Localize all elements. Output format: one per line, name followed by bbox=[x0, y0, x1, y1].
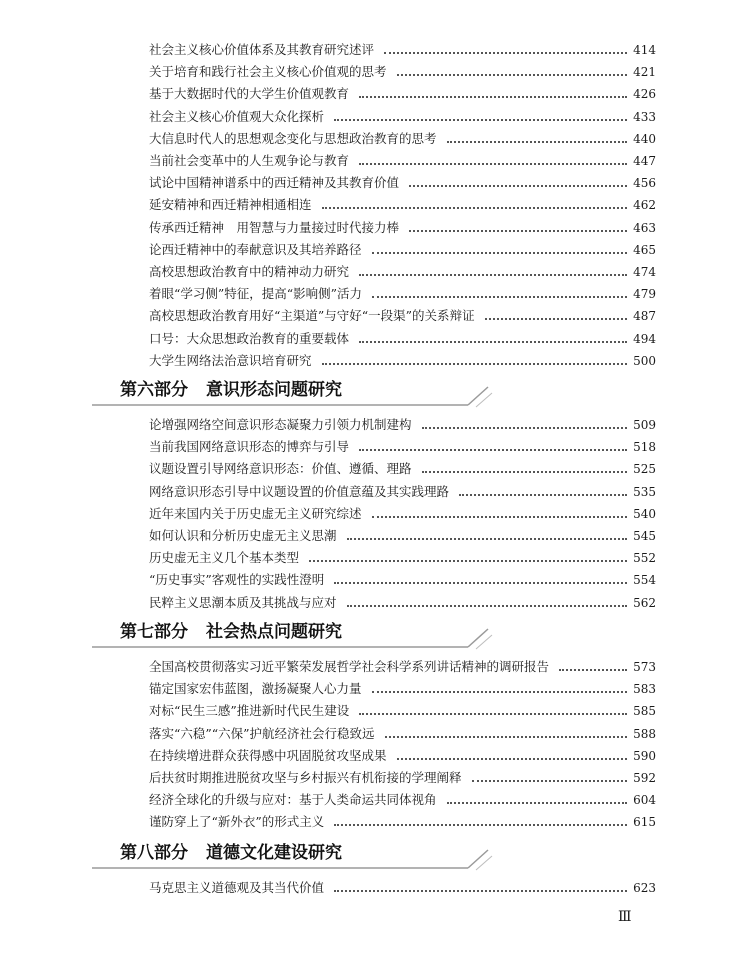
toc-entry[interactable] bbox=[149, 171, 656, 191]
toc-entry[interactable] bbox=[149, 810, 656, 830]
toc-entry-title: 落实“六稳”“六保”护航经济社会行稳致远 bbox=[149, 725, 375, 741]
toc-entry-title: 经济全球化的升级与应对：基于人类命运共同体视角 bbox=[149, 792, 437, 808]
toc-leader-dots bbox=[409, 230, 627, 232]
toc-entry-title: 基于大数据时代的大学生价值观教育 bbox=[149, 86, 350, 102]
toc-entry[interactable] bbox=[149, 149, 656, 169]
toc-entry[interactable] bbox=[149, 193, 656, 213]
toc-entry-page: 535 bbox=[633, 484, 656, 499]
toc-entry-page: 500 bbox=[633, 353, 656, 368]
toc-leader-dots bbox=[334, 119, 627, 121]
section-title: 社会热点问题研究 bbox=[206, 622, 342, 642]
toc-entry-page: 585 bbox=[633, 704, 656, 719]
section-heading-6 bbox=[120, 378, 420, 408]
toc-entry[interactable] bbox=[149, 876, 656, 896]
toc-entry-page: 494 bbox=[633, 331, 656, 346]
toc-entry-title: 口号：大众思想政治教育的重要载体 bbox=[149, 330, 350, 346]
toc-entry[interactable] bbox=[149, 60, 656, 80]
toc-entry[interactable] bbox=[149, 591, 656, 611]
toc-entry[interactable] bbox=[149, 304, 656, 324]
toc-entry-page: 615 bbox=[633, 815, 656, 830]
section-number: 第六部分 bbox=[120, 380, 188, 400]
toc-entry-title: 关于培育和践行社会主义核心价值观的思考 bbox=[149, 64, 387, 80]
toc-entry[interactable] bbox=[149, 722, 656, 742]
toc-entry-title: 民粹主义思潮本质及其挑战与应对 bbox=[149, 594, 337, 610]
toc-entry-page: 518 bbox=[633, 440, 656, 455]
toc-leader-dots bbox=[334, 890, 627, 892]
toc-entry[interactable] bbox=[149, 216, 656, 236]
toc-entry-title: 论增强网络空间意识形态凝聚力引领力机制建构 bbox=[149, 417, 412, 432]
toc-leader-dots bbox=[359, 341, 627, 343]
toc-entry-title: 当前我国网络意识形态的博弈与引导 bbox=[149, 439, 350, 455]
toc-entry[interactable] bbox=[149, 127, 656, 147]
toc-leader-dots bbox=[485, 318, 628, 320]
toc-entry[interactable] bbox=[149, 546, 656, 566]
toc-entry[interactable] bbox=[149, 480, 656, 500]
toc-entry-page: 433 bbox=[633, 109, 656, 124]
toc-leader-dots bbox=[359, 96, 627, 98]
toc-entry-title: 如何认识和分析历史虚无主义思潮 bbox=[149, 528, 337, 543]
toc-entry-title: 对标“民生三感”推进新时代民生建设 bbox=[149, 703, 350, 719]
toc-entry[interactable] bbox=[149, 260, 656, 280]
toc-entry-page: 623 bbox=[633, 881, 656, 895]
toc-entry-page: 479 bbox=[633, 287, 656, 302]
toc-leader-dots bbox=[309, 560, 627, 562]
toc-entry-page: 465 bbox=[633, 242, 656, 257]
toc-entry[interactable] bbox=[149, 457, 656, 477]
toc-entry-title: 延安精神和西迁精神相通相连 bbox=[149, 197, 312, 213]
toc-entry[interactable] bbox=[149, 349, 656, 369]
toc-entry-page: 440 bbox=[633, 131, 656, 146]
toc-leader-dots bbox=[372, 296, 627, 298]
toc-entry[interactable] bbox=[149, 282, 656, 302]
toc-leader-dots bbox=[422, 471, 628, 473]
toc-entry-page: 554 bbox=[633, 573, 656, 588]
toc-entry-title: 议题设置引导网络意识形态：价值、遵循、理路 bbox=[149, 461, 412, 477]
toc-entry-title: 在持续增进群众获得感中巩固脱贫攻坚成果 bbox=[149, 747, 387, 763]
toc-leader-dots bbox=[384, 52, 627, 54]
toc-entry[interactable] bbox=[149, 38, 656, 58]
toc-leader-dots bbox=[459, 494, 627, 496]
toc-entry[interactable] bbox=[149, 435, 656, 455]
toc-entry[interactable] bbox=[149, 82, 656, 102]
toc-entry-page: 562 bbox=[633, 595, 656, 610]
toc-leader-dots bbox=[334, 582, 627, 584]
toc-entry-title: 网络意识形态引导中议题设置的价值意蕴及其实践理路 bbox=[149, 483, 450, 499]
toc-entry-page: 583 bbox=[633, 682, 656, 697]
toc-entry-title: 大学生网络法治意识培育研究 bbox=[149, 352, 312, 368]
toc-entry[interactable] bbox=[149, 502, 656, 522]
toc-entry-page: 590 bbox=[633, 748, 656, 763]
section-number: 第八部分 bbox=[120, 843, 188, 863]
toc-entry[interactable] bbox=[149, 105, 656, 125]
toc-entry-page: 509 bbox=[633, 418, 656, 432]
toc-entry-title: 社会主义核心价值观大众化探析 bbox=[149, 108, 325, 124]
toc-entry-title: 马克思主义道德观及其当代价值 bbox=[149, 880, 325, 895]
toc-entry-title: 后扶贫时期推进脱贫攻坚与乡村振兴有机衔接的学理阐释 bbox=[149, 770, 462, 785]
toc-entry-title: 论西迁精神中的奉献意识及其培养路径 bbox=[149, 241, 362, 257]
toc-leader-dots bbox=[409, 185, 627, 187]
toc-entry-page: 552 bbox=[633, 551, 656, 566]
section-title: 道德文化建设研究 bbox=[206, 843, 342, 863]
section-heading-8 bbox=[120, 841, 420, 871]
toc-entry-title: 高校思想政治教育中的精神动力研究 bbox=[149, 264, 350, 279]
toc-leader-dots bbox=[385, 736, 628, 738]
toc-entry[interactable] bbox=[149, 744, 656, 764]
toc-leader-dots bbox=[397, 74, 628, 76]
toc-leader-dots bbox=[397, 758, 628, 760]
toc-entry[interactable] bbox=[149, 327, 656, 347]
toc-leader-dots bbox=[322, 207, 628, 209]
toc-entry-page: 592 bbox=[633, 771, 656, 785]
toc-leader-dots bbox=[322, 363, 628, 365]
toc-entry-title: 大信息时代人的思想观念变化与思想政治教育的思考 bbox=[149, 130, 437, 146]
toc-entry-page: 474 bbox=[633, 265, 656, 279]
toc-entry[interactable] bbox=[149, 788, 656, 808]
toc-entry-title: 高校思想政治教育用好“主渠道”与守好“一段渠”的关系辩证 bbox=[149, 308, 475, 324]
toc-entry-page: 487 bbox=[633, 309, 656, 324]
toc-leader-dots bbox=[359, 163, 627, 165]
toc-entry-title: 历史虚无主义几个基本类型 bbox=[149, 550, 300, 566]
toc-entry[interactable] bbox=[149, 677, 656, 697]
toc-leader-dots bbox=[559, 669, 627, 671]
toc-entry-title: “历史事实”客观性的实践性澄明 bbox=[149, 572, 325, 588]
toc-entry-page: 525 bbox=[633, 462, 656, 477]
toc-leader-dots bbox=[447, 802, 628, 804]
toc-entry-title: 试论中国精神谱系中的西迁精神及其教育价值 bbox=[149, 175, 400, 191]
toc-entry[interactable] bbox=[149, 699, 656, 719]
toc-entry[interactable] bbox=[149, 766, 656, 786]
toc-leader-dots bbox=[347, 605, 628, 607]
toc-entry-title: 近年来国内关于历史虚无主义研究综述 bbox=[149, 505, 362, 521]
toc-entry-page: 540 bbox=[633, 506, 656, 521]
toc-entry-page: 421 bbox=[633, 65, 656, 80]
toc-leader-dots bbox=[447, 141, 628, 143]
toc-entry-title: 社会主义核心价值体系及其教育研究述评 bbox=[149, 42, 375, 57]
toc-leader-dots bbox=[334, 824, 627, 826]
toc-leader-dots bbox=[372, 516, 628, 518]
toc-entry-title: 当前社会变革中的人生观争论与教育 bbox=[149, 153, 350, 168]
toc-entry-title: 谨防穿上了“新外衣”的形式主义 bbox=[149, 814, 325, 830]
toc-entry-page: 604 bbox=[633, 793, 656, 808]
toc-entry-page: 456 bbox=[633, 176, 656, 191]
toc-entry[interactable] bbox=[149, 413, 656, 433]
toc-leader-dots bbox=[372, 252, 628, 254]
toc-leader-dots bbox=[359, 449, 627, 451]
toc-entry-page: 545 bbox=[633, 529, 656, 543]
toc-leader-dots bbox=[372, 691, 628, 693]
toc-entry-title: 着眼“学习侧”特征，提高“影响侧”活力 bbox=[149, 286, 363, 302]
toc-entry-page: 414 bbox=[633, 43, 656, 57]
toc-entry[interactable] bbox=[149, 568, 656, 588]
toc-entry-page: 426 bbox=[633, 87, 656, 102]
page-folio: Ⅲ bbox=[618, 909, 631, 925]
toc-entry-page: 463 bbox=[633, 220, 656, 235]
toc-entry-title: 全国高校贯彻落实习近平繁荣发展哲学社会科学系列讲话精神的调研报告 bbox=[149, 659, 550, 674]
toc-leader-dots bbox=[422, 427, 628, 429]
toc-entry-title: 锚定国家宏伟蓝图，激扬凝聚人心力量 bbox=[149, 681, 362, 697]
toc-leader-dots bbox=[359, 274, 627, 276]
section-number: 第七部分 bbox=[120, 622, 188, 642]
toc-entry[interactable] bbox=[149, 238, 656, 258]
toc-leader-dots bbox=[347, 538, 628, 540]
toc-entry-page: 447 bbox=[633, 154, 656, 168]
toc-entry-page: 573 bbox=[633, 660, 656, 674]
toc-entry-page: 462 bbox=[633, 198, 656, 213]
toc-entry[interactable] bbox=[149, 524, 656, 544]
toc-entry[interactable] bbox=[149, 655, 656, 675]
toc-leader-dots bbox=[359, 713, 627, 715]
toc-entry-page: 588 bbox=[633, 726, 656, 741]
section-heading-7 bbox=[120, 620, 420, 650]
toc-leader-dots bbox=[472, 780, 628, 782]
section-title: 意识形态问题研究 bbox=[206, 380, 342, 400]
toc-entry-title: 传承西迁精神 用智慧与力量接过时代接力棒 bbox=[149, 219, 400, 235]
